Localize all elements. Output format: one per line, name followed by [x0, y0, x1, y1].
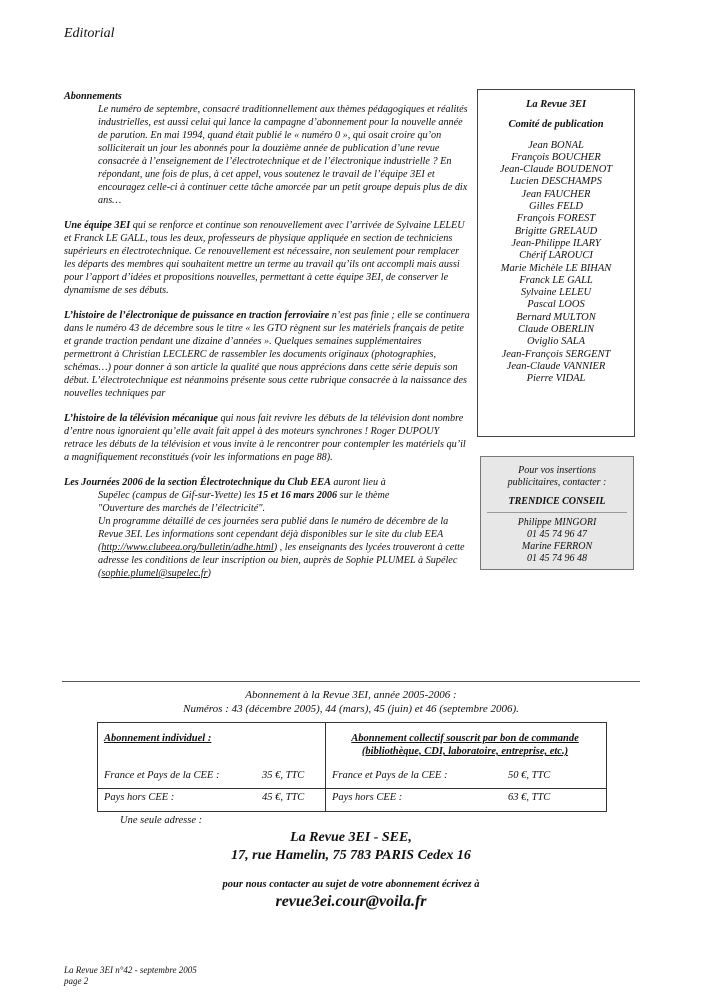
committee-member: Franck LE GALL: [519, 274, 593, 286]
committee-member: François BOUCHER: [511, 151, 601, 163]
subscription-table: [97, 722, 607, 812]
page-footer: [64, 965, 197, 987]
ads-agency: TRENDICE CONSEIL: [508, 496, 606, 507]
row-divider: [98, 788, 325, 789]
article-text: sur le thème: [337, 490, 390, 501]
ads-divider: [487, 512, 627, 513]
committee-title: La Revue 3EI: [525, 99, 587, 110]
article-heading: L’histoire de la télévision mécanique: [64, 413, 218, 424]
article-heading: L’histoire de l’électronique de puissance en traction ferroviaire: [64, 310, 330, 321]
article-television: [64, 412, 470, 464]
article-body: qui se renforce et continue son renouvellement avec l’arrivée de Sylvaine LELEU et Franck LE GALL, tous les deux, professeurs de physique appliquée en section de techniciens supérieurs en électrotechnique. Ce renouvellement est nécessaire, non seulement pour remplacer les départs des membres qui souhaitent mettre un terme au travail qu’ils ont accompli mais aussi pour l’apport d’idées et propositions nouvelles, permettant à cette équipe 3EI, de conserver le dynamisme de ses débuts.: [64, 220, 465, 296]
individual-column: [98, 723, 326, 811]
row-divider: [326, 788, 606, 789]
publication-committee-box: [477, 89, 635, 437]
price-label: Pays hors CEE :: [332, 792, 403, 803]
committee-member: Pascal LOOS: [527, 299, 585, 311]
article-line: "Ouverture des marchés de l’électricité".: [98, 503, 266, 514]
committee-member: Oviglio SALA: [526, 336, 586, 348]
editorial-articles: [64, 90, 470, 592]
price-label: France et Pays de la CEE :: [332, 770, 448, 781]
subscription-info-line: Numéros : 43 (décembre 2005), 44 (mars), 45 (juin) et 46 (septembre 2006).: [183, 703, 519, 715]
committee-member: Jean FAUCHER: [521, 188, 591, 200]
committee-member: Pierre VIDAL: [526, 373, 586, 385]
committee-member: Bernard MULTON: [516, 311, 596, 323]
article-body: auront lieu à: [330, 477, 386, 488]
event-dates: 15 et 16 mars 2006: [257, 490, 338, 501]
article-line: [64, 489, 470, 502]
article-heading: Abonnements: [64, 91, 122, 102]
committee-member: Jean BONAL: [528, 139, 584, 151]
collective-column: [326, 723, 606, 811]
article-text: Un programme détaillé de ces journées sera publié dans le numéro de décembre de la Revue 3EI. Les informations sont cependant déjà disponibles sur le site du club EEA (: [98, 516, 449, 553]
committee-members-list: [478, 140, 634, 386]
price-value: 35 €, TTC: [262, 770, 305, 781]
sophie-email-link[interactable]: sophie.plumel@supelec.fr: [101, 568, 208, 579]
committee-member: Sylvaine LELEU: [520, 287, 592, 299]
article-equipe: [64, 219, 470, 297]
committee-subtitle: Comité de publication: [508, 119, 604, 131]
article-text: ) , les enseignants des lycées trouveront à cette adresse les conditions de leur inscription ou bien, auprès de Sophie PLUMEL à Supélec: [98, 542, 465, 566]
address-line: 17, rue Hamelin, 75 783 PARIS Cedex 16: [231, 848, 471, 863]
committee-member: Marie Michèle LE BIHAN: [500, 262, 612, 274]
article-abonnements: [64, 90, 470, 207]
footer-issue: La Revue 3EI n°42 - septembre 2005: [64, 965, 197, 975]
email-close-paren: ): [207, 568, 211, 579]
article-line: [64, 515, 470, 567]
individual-heading: Abonnement individuel :: [104, 733, 212, 744]
subscription-info-line: Abonnement à la Revue 3EI, année 2005-2006 :: [245, 689, 457, 701]
price-value: 45 €, TTC: [262, 792, 305, 803]
ads-contact-name: Philippe MINGORI: [517, 517, 597, 528]
collective-heading: [330, 732, 600, 758]
contact-instruction: pour nous contacter au sujet de votre abonnement écrivez à: [222, 879, 480, 890]
committee-member: Jean-Philippe ILARY: [511, 237, 601, 249]
ads-intro-line: Pour vos insertions: [518, 465, 596, 476]
footer-page-number: page 2: [64, 976, 89, 986]
price-label: Pays hors CEE :: [104, 792, 175, 803]
committee-member: Jean-Claude VANNIER: [506, 360, 606, 372]
article-electronique: [64, 309, 470, 400]
advertising-box: [480, 456, 634, 570]
article-body: n’est pas finie ; elle se continuera dans le numéro 43 de décembre sous le titre « les GTO règnent sur les matériels français de petite et grande traction pendant une dizaine d’années ». Quelques semaines supplémentaires permettront à Christian LECLERC de rassembler les documents originaux (photographies, schémas…) pour donner à son article la qualité que nous apprécions dans cette série depuis son début. L’électrotechnique est néanmoins présente sous cette rubrique consacrée à la naissance des nouvelles techniques par: [64, 310, 470, 399]
subscription-email[interactable]: revue3ei.cour@voila.fr: [275, 893, 427, 910]
club-eea-link[interactable]: http://www.clubeea.org/bulletin/adhe.html: [101, 542, 274, 553]
ads-contact-phone: 01 45 74 96 48: [527, 553, 587, 564]
committee-member: Claude OBERLIN: [517, 324, 595, 336]
committee-member: Brigitte GRELAUD: [514, 225, 598, 237]
collective-heading-line: (bibliothèque, CDI, laboratoire, entreprise, etc.): [361, 746, 569, 757]
collective-heading-line: Abonnement collectif souscrit par bon de commande: [351, 733, 579, 744]
email-open-paren: (: [98, 568, 102, 579]
address-line: La Revue 3EI - SEE,: [290, 830, 412, 845]
committee-member: Lucien DESCHAMPS: [510, 176, 602, 188]
ads-contact-phone: 01 45 74 96 47: [527, 529, 587, 540]
one-address-label: Une seule adresse :: [120, 815, 203, 826]
price-label: France et Pays de la CEE :: [104, 770, 220, 781]
ads-intro-line: publicitaires, contacter :: [507, 477, 607, 488]
committee-member: Gilles FELD: [529, 201, 583, 213]
article-line: [64, 567, 470, 580]
committee-member: Jean-François SERGENT: [501, 348, 611, 360]
article-heading: Une équipe 3EI: [64, 220, 131, 231]
subscription-info: [62, 688, 640, 716]
ads-contact-name: Marine FERRON: [521, 541, 593, 552]
price-value: 63 €, TTC: [508, 792, 551, 803]
article-body: qui nous fait revivre les débuts de la télévision dont nombre d’entre nous ignoraient qu’elle avait fait appel à des moteurs synchrones ! Roger DUPOUY retrace les débuts de la télévision et vous invite à le rencontrer pour contempler les matériels qu’il a magnifiquement reconstitués (voir les informations en page 88).: [64, 413, 466, 463]
committee-member: Jean-Claude BOUDENOT: [499, 164, 613, 176]
committee-member: François FOREST: [516, 213, 596, 225]
article-body: Le numéro de septembre, consacré traditionnellement aux thèmes pédagogiques et réalités industrielles, est aussi celui qui lance la campagne d’abonnement pour la nouvelle année de parution. En mai 1994, quand était publié le « numéro 0 », qui osait croire qu’on solliciterait un jour les abonnés pour la douzième année de publication d’une revue consacrée à l’enseignement de l’électrotechnique et de l’électronique industrielle ? En répondant, une fois de plus, à cet appel, vous soutenez le travail de l’équipe 3EI et encouragez celle-ci à continuer cette tâche amorcée par un petit groupe depuis plus de dix ans…: [98, 104, 468, 206]
price-value: 50 €, TTC: [508, 770, 551, 781]
committee-member: Chérif LAROUCI: [519, 250, 593, 262]
article-journees: [64, 476, 470, 580]
article-text: Supélec (campus de Gif-sur-Yvette) les: [98, 490, 258, 501]
section-divider: [62, 681, 640, 682]
article-heading: Les Journées 2006 de la section Électrotechnique du Club EEA: [64, 477, 331, 488]
page-header-title: Editorial: [64, 26, 115, 41]
